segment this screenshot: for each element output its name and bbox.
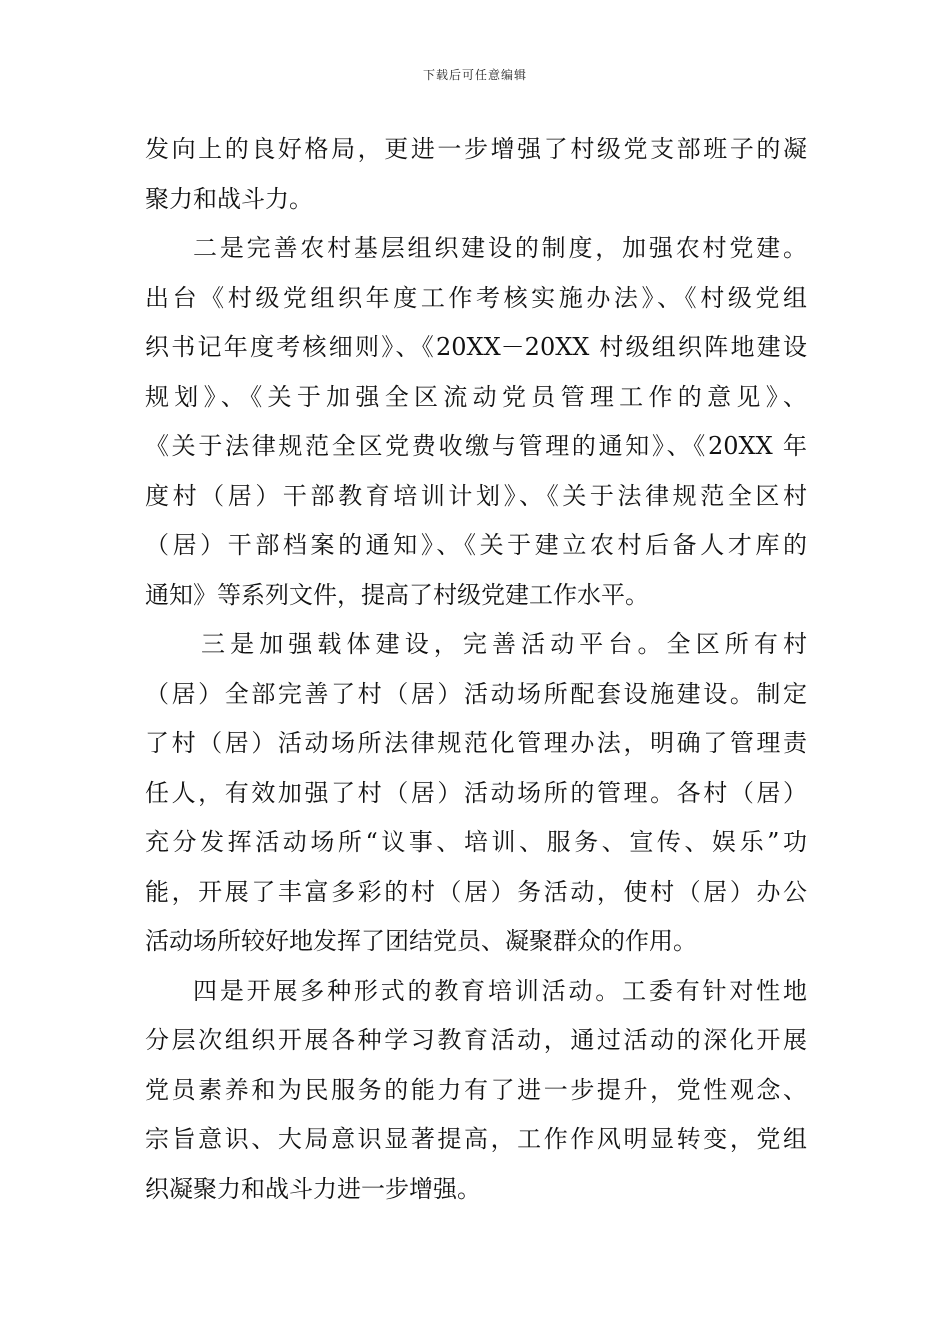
paragraph-line: 织书记年度考核细则》、《20XX－20XX 村级组织阵地建设: [145, 333, 807, 361]
paragraph-1: [145, 125, 807, 224]
paragraph-line: 出台《村级党组织年度工作考核实施办法》、《村级党组: [145, 283, 807, 312]
paragraph-3: [145, 620, 807, 967]
paragraph-line: 发向上的良好格局，更进一步增强了村级党支部班子的凝: [145, 135, 807, 163]
paragraph-line: 分层次组织开展各种学习教育活动，通过活动的深化开展: [145, 1026, 807, 1054]
paragraph-line: （居）干部档案的通知》、《关于建立农村后备人才库的: [145, 531, 807, 559]
paragraph-2: [145, 224, 807, 620]
paragraph-line: 《关于法律规范全区党费收缴与管理的通知》、《20XX 年: [145, 432, 807, 460]
paragraph-line: 充分发挥活动场所“议事、培训、服务、宣传、娱乐”功: [145, 828, 807, 856]
body-text: [145, 125, 807, 1214]
paragraph-line: 聚力和战斗力。: [145, 184, 313, 213]
paragraph-line: 三是加强载体建设，完善活动平台。全区所有村: [201, 630, 807, 658]
paragraph-line: 宗旨意识、大局意识显著提高，工作作风明显转变，党组: [145, 1125, 807, 1153]
paragraph-line: 能，开展了丰富多彩的村（居）务活动，使村（居）办公: [145, 877, 807, 906]
paragraph-line: （居）全部完善了村（居）活动场所配套设施建设。制定: [145, 679, 807, 708]
paragraph-line: 规划》、《关于加强全区流动党员管理工作的意见》、: [145, 382, 807, 411]
paragraph-line: 了村（居）活动场所法律规范化管理办法，明确了管理责: [145, 729, 807, 757]
paragraph-line: 通知》等系列文件，提高了村级党建工作水平。: [145, 580, 649, 609]
paragraph-line: 党员素养和为民服务的能力有了进一步提升，党性观念、: [145, 1075, 807, 1104]
paragraph-4: [145, 967, 807, 1215]
paragraph-line: 度村（居）干部教育培训计划》、《关于法律规范全区村: [145, 481, 807, 510]
paragraph-line: 织凝聚力和战斗力进一步增强。: [145, 1174, 481, 1203]
paragraph-line: 任人，有效加强了村（居）活动场所的管理。各村（居）: [145, 778, 807, 807]
running-header: 下载后可任意编辑: [422, 68, 527, 82]
paragraph-line: 二是完善农村基层组织建设的制度，加强农村党建。: [193, 234, 807, 262]
paragraph-line: 活动场所较好地发挥了团结党员、凝聚群众的作用。: [145, 927, 697, 955]
paragraph-line: 四是开展多种形式的教育培训活动。工委有针对性地: [193, 976, 807, 1005]
